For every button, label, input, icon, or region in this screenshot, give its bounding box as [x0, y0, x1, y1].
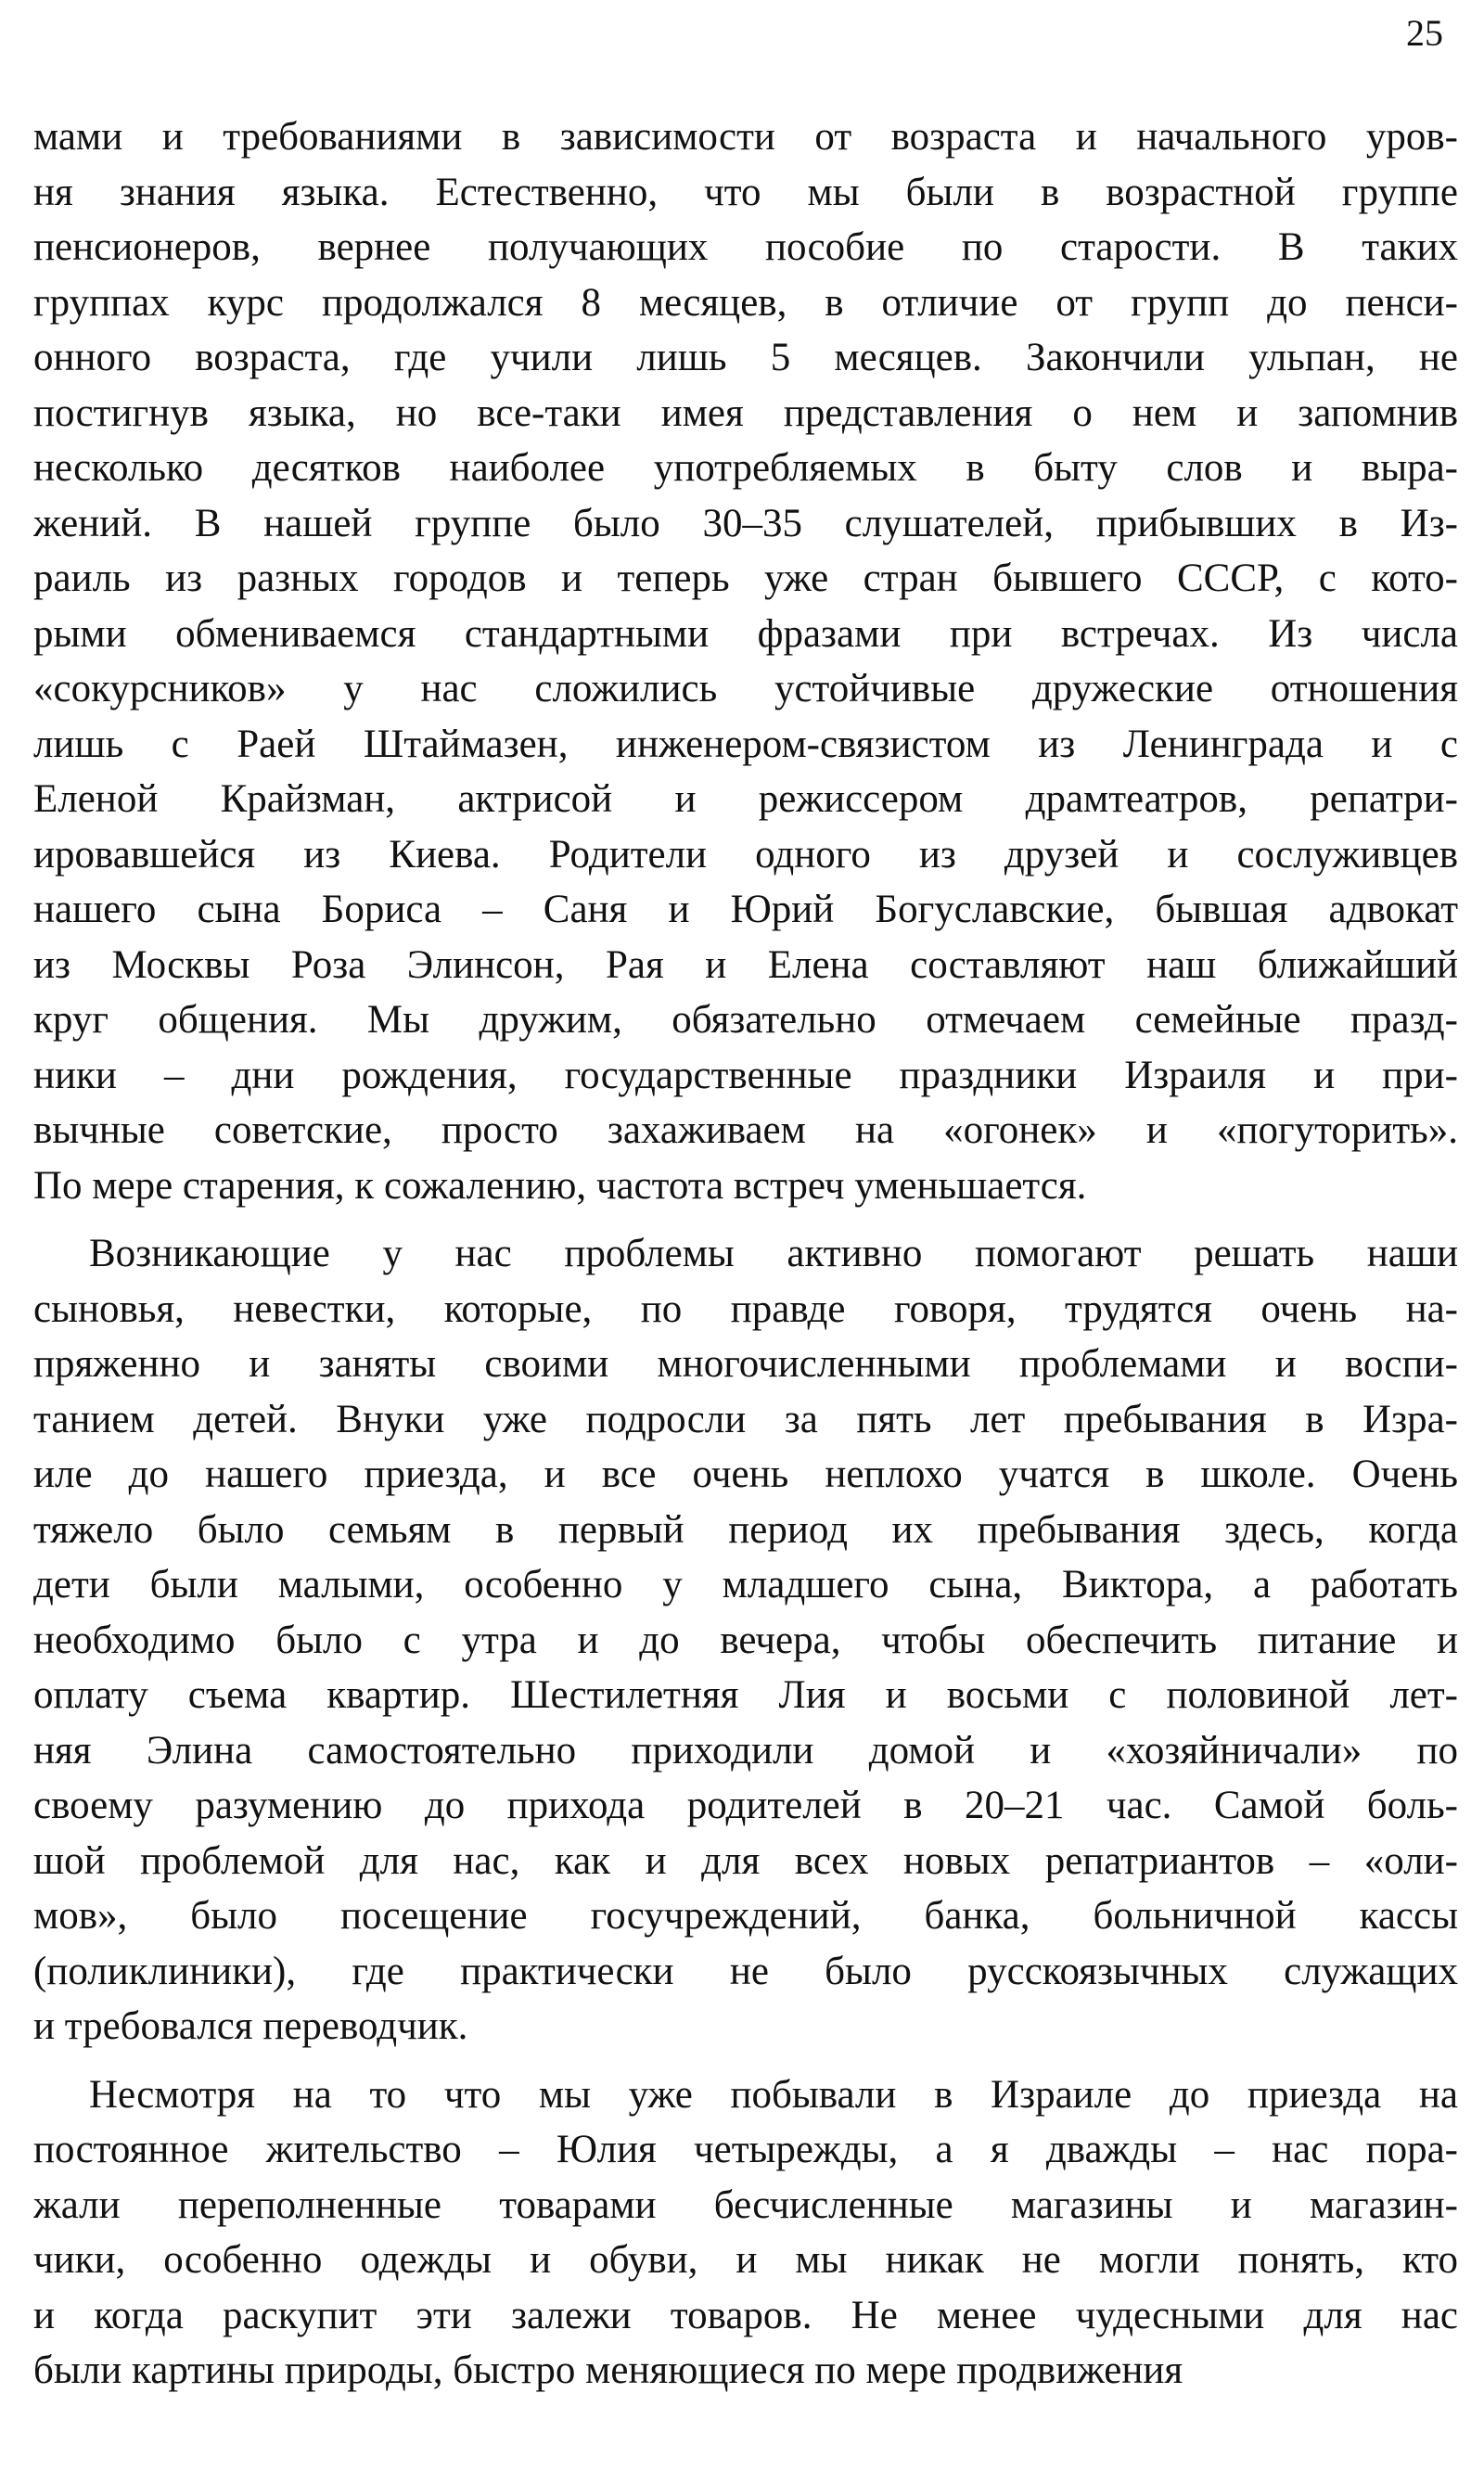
text-line: Еленой Крайзман, актрисой и режиссером драмтеатров, репатри- [33, 777, 1458, 821]
text-line: вычные советские, просто захаживаем на «огонек» и «погуторить». [33, 1108, 1458, 1152]
paragraph-gap [33, 2054, 1458, 2067]
text-line: иле до нашего приезда, и все очень неплохо учатся в школе. Очень [33, 1453, 1458, 1496]
text-line: дети были малыми, особенно у младшего сына, Виктора, а работать [33, 1563, 1458, 1606]
page-number: 25 [1406, 12, 1443, 54]
text-line: мами и требованиями в зависимости от возраста и начального уров- [33, 115, 1458, 159]
paragraph [33, 2067, 1458, 2399]
text-line: и требовался переводчик. [33, 2004, 468, 2048]
text-line: сыновья, невестки, которые, по правде говоря, трудятся очень на- [33, 1286, 1458, 1331]
text-line: танием детей. Внуки уже подросли за пять лет пребывания в Изра- [33, 1397, 1458, 1441]
text-line: онного возраста, где учили лишь 5 месяцев. Закончили ульпан, не [33, 336, 1458, 379]
text-line: пенсионеров, вернее получающих пособие по старости. В таких [33, 225, 1458, 269]
text-line: и когда раскупит эти залежи товаров. Не менее чудесными для нас [33, 2293, 1458, 2337]
text-line: «сокурсников» у нас сложились устойчивые дружеские отношения [33, 667, 1458, 710]
text-line: нашего сына Бориса – Саня и Юрий Богуславские, бывшая адвокат [33, 888, 1458, 931]
text-line: постоянное жительство – Юлия четырежды, а я дважды – нас пора- [33, 2128, 1458, 2171]
text-line: пряженно и заняты своими многочисленными проблемами и воспи- [33, 1342, 1458, 1386]
text-line: из Москвы Роза Элинсон, Рая и Елена составляют наш ближайший [33, 942, 1458, 987]
text-line: жений. В нашей группе было 30–35 слушателей, прибывших в Из- [33, 501, 1458, 545]
text-line: По мере старения, к сожалению, частота встреч уменьшается. [33, 1163, 1087, 1208]
text-line: Несмотря на то что мы уже побывали в Израиле до приезда на [89, 2072, 1458, 2117]
text-line: шой проблемой для нас, как и для всех новых репатриантов – «оли- [33, 1838, 1458, 1883]
text-line: круг общения. Мы дружим, обязательно отмечаем семейные празд- [33, 998, 1458, 1042]
paragraph-gap [33, 1213, 1458, 1226]
text-line: рыми обмениваемся стандартными фразами при встречах. Из числа [33, 611, 1458, 656]
text-line: мов», было посещение госучреждений, банка, больничной кассы [33, 1894, 1458, 1938]
text-line: чики, особенно одежды и обуви, и мы никак не могли понять, кто [33, 2238, 1458, 2282]
text-line: ники – дни рождения, государственные праздники Израиля и при- [33, 1053, 1458, 1097]
text-line: няя Элина самостоятельно приходили домой и «хозяйничали» по [33, 1728, 1458, 1773]
paragraph [33, 1226, 1458, 2054]
paragraph [33, 109, 1458, 1213]
text-line: ировавшейся из Киева. Родители одного из друзей и сослуживцев [33, 832, 1458, 877]
text-line: необходимо было с утра и до вечера, чтобы обеспечить питание и [33, 1618, 1458, 1662]
text-line: постигнув языка, но все-таки имея представления о нем и запомнив [33, 390, 1458, 435]
text-line: группах курс продолжался 8 месяцев, в отличие от групп до пенси- [33, 280, 1458, 325]
text-line: лишь с Раей Штаймазен, инженером-связистом из Ленинграда и с [33, 722, 1458, 766]
text-line: (поликлиники), где практически не было русскоязычных служащих [33, 1949, 1458, 1993]
text-line: раиль из разных городов и теперь уже стран бывшего СССР, с кото- [33, 557, 1458, 600]
text-line: жали переполненные товарами бесчисленные магазины и магазин- [33, 2182, 1458, 2227]
text-line: Возникающие у нас проблемы активно помогают решать наши [89, 1232, 1458, 1275]
text-line: своему разумению до прихода родителей в 20–21 час. Самой боль- [33, 1784, 1458, 1827]
text-line: ня знания языка. Естественно, что мы были в возрастной группе [33, 170, 1458, 214]
text-line: несколько десятков наиболее употребляемых в быту слов и выра- [33, 446, 1458, 490]
body-text [33, 109, 1458, 2399]
text-line: были картины природы, быстро меняющиеся по мере продвижения [33, 2349, 1183, 2392]
text-line: оплату съема квартир. Шестилетняя Лия и восьми с половиной лет- [33, 1673, 1458, 1717]
text-line: тяжело было семьям в первый период их пребывания здесь, когда [33, 1507, 1458, 1552]
